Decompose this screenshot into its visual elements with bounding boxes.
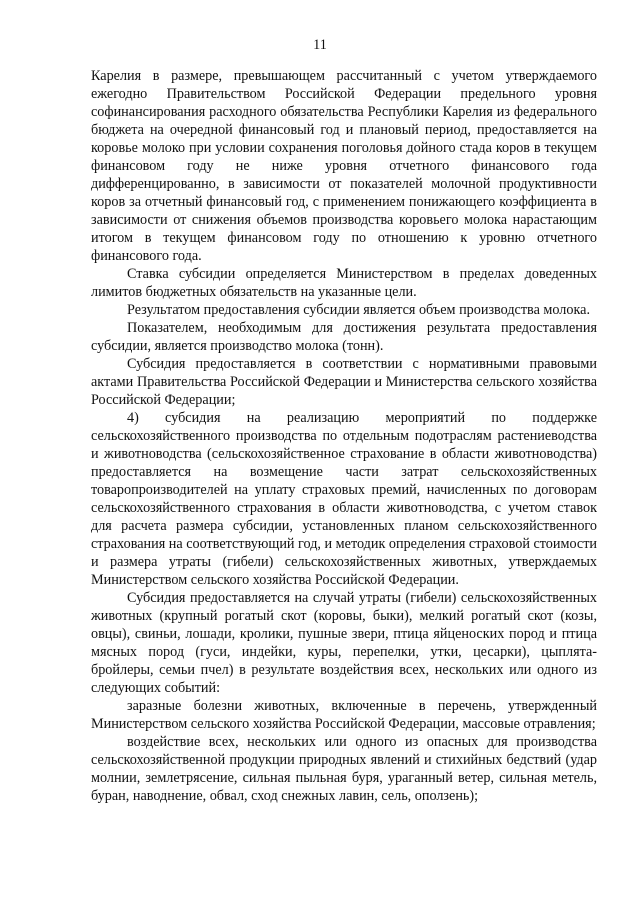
- paragraph: Результатом предоставления субсидии является объем производства молока.: [127, 302, 590, 318]
- paragraph: Субсидия предоставляется в соответствии с нормативными правовыми актами Правительства Российской Федерации и Министерства сельского хозяйства Российской Федерации;: [91, 356, 597, 408]
- paragraph: Субсидия предоставляется на случай утраты (гибели) сельскохозяйственных животных (крупный рогатый скот (коровы, быки), мелкий рогатый скот (козы, овцы), свиньи, лошади, кролики, пушные звери, птица яйценоских пород и птица мясных пород (гуси, индейки, куры, перепелки, утки, цесарки), цыплята-бройлеры, семьи пчел) в результате воздействия всех, нескольких или одного из следующих событий:: [91, 590, 597, 696]
- document-body: [91, 67, 597, 805]
- paragraph: заразные болезни животных, включенные в перечень, утвержденный Министерством сельского хозяйства Российской Федерации, массовые отравления;: [91, 698, 597, 732]
- paragraph: Ставка субсидии определяется Министерством в пределах доведенных лимитов бюджетных обязательств на указанные цели.: [91, 266, 597, 300]
- paragraph: 4) субсидия на реализацию мероприятий по поддержке сельскохозяйственного производства по отдельным подотраслям растениеводства и животноводства (сельскохозяйственное страхование в области животноводства) предоставляется на возмещение части затрат сельскохозяйственных товаропроизводителей на уплату страховых премий, начисленных по договорам сельскохозяйственного страхования в области животноводства, с учетом ставок для расчета размера субсидии, установленных планом сельскохозяйственного страхования на соответствующий год, и методик определения страховой стоимости и размера утраты (гибели) сельскохозяйственных животных, утверждаемых Министерством сельского хозяйства Российской Федерации.: [91, 410, 597, 588]
- paragraph: воздействие всех, нескольких или одного из опасных для производства сельскохозяйственной продукции природных явлений и стихийных бедствий (удар молнии, землетрясение, сильная пыльная буря, ураганный ветер, сильная метель, буран, наводнение, обвал, сход снежных лавин, сель, оползень);: [91, 734, 597, 804]
- page-number: 11: [313, 37, 327, 53]
- paragraph: Карелия в размере, превышающем рассчитанный с учетом утверждаемого ежегодно Правительством Российской Федерации предельного уровня софинансирования расходного обязательства Республики Карелия из федерального бюджета на очередной финансовый год и плановый период, предоставляется на коровье молоко при условии сохранения поголовья дойного стада коров в текущем финансовом году не ниже уровня отчетного финансового года дифференцированно, в зависимости от показателей молочной продуктивности коров за отчетный финансовый год, с применением понижающего коэффициента в зависимости от снижения объемов производства коровьего молока нарастающим итогом в текущем финансовом году по отношению к уровню отчетного финансового года.: [91, 68, 597, 264]
- paragraph: Показателем, необходимым для достижения результата предоставления субсидии, является производство молока (тонн).: [91, 320, 597, 354]
